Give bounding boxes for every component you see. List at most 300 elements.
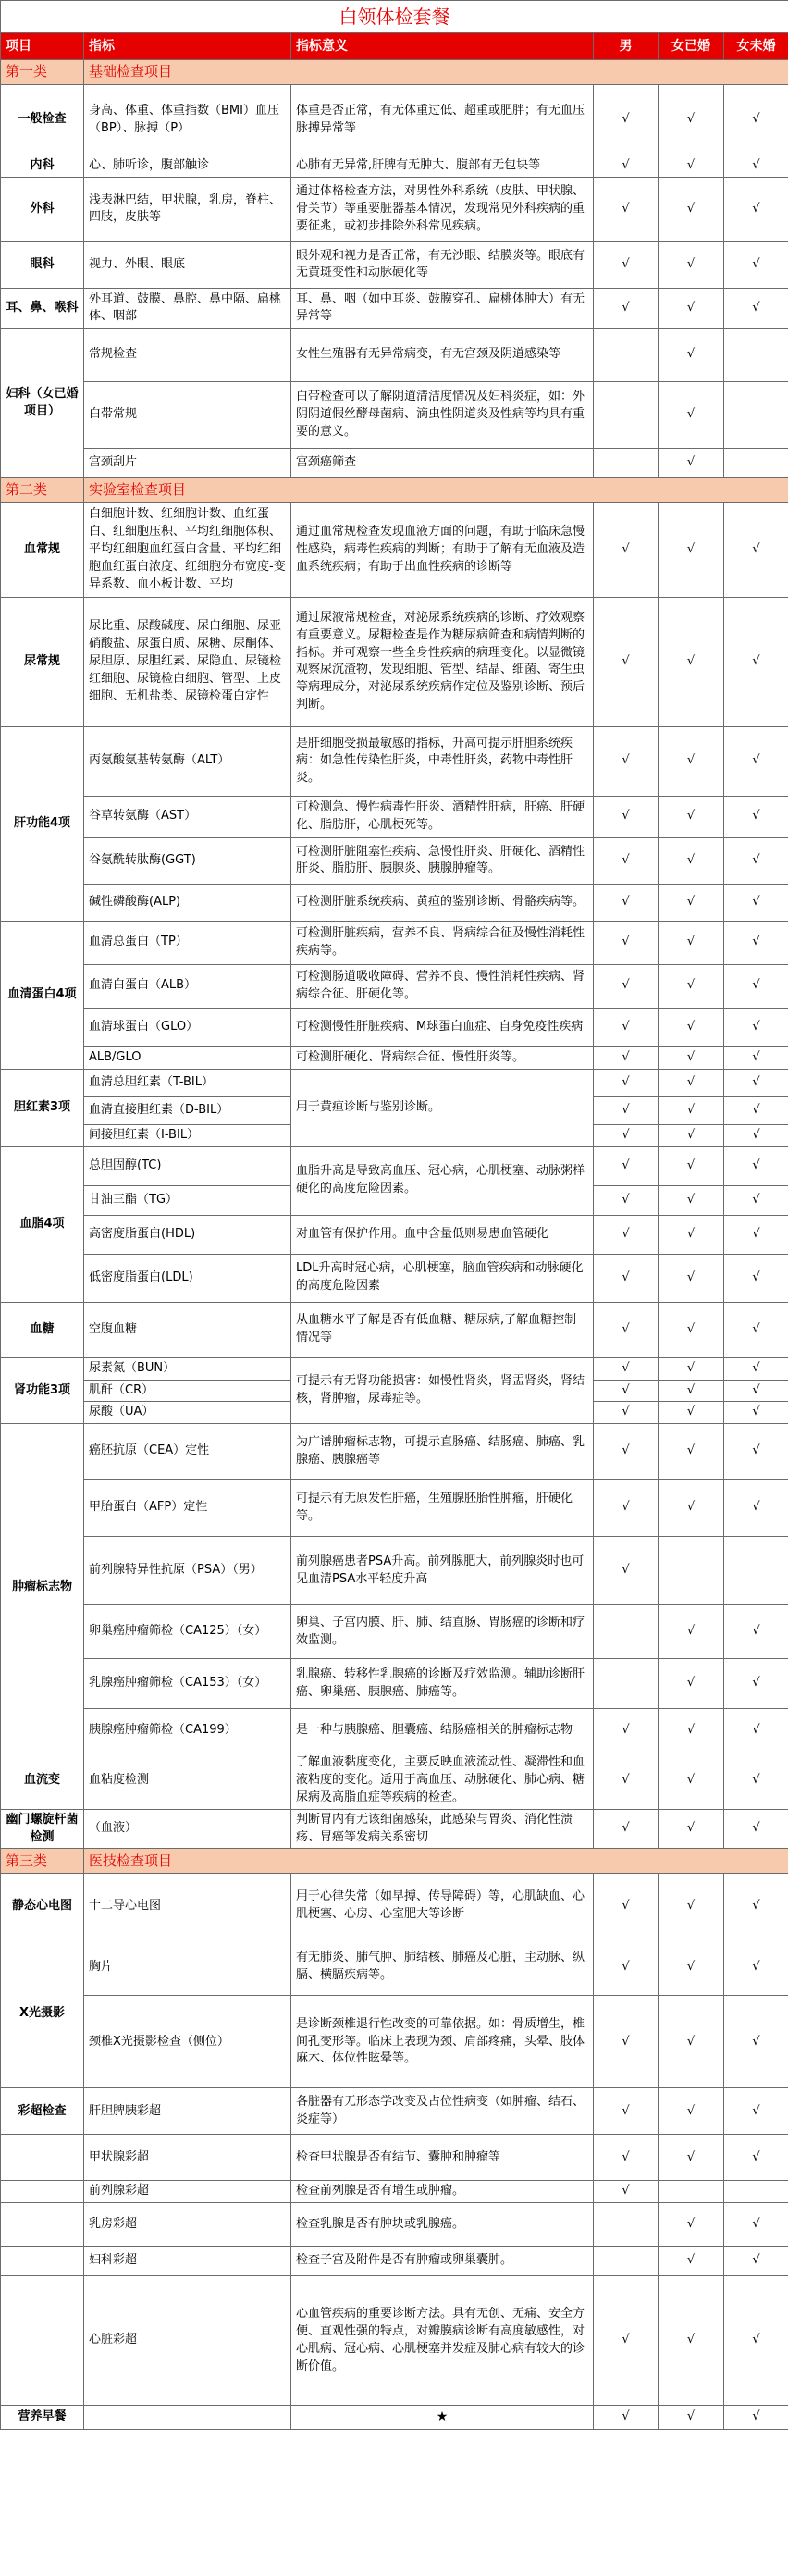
table-row xyxy=(1,1709,788,1752)
female-unmarried-check: √ xyxy=(724,1008,788,1046)
female-unmarried-check xyxy=(724,2181,788,2203)
female-married-check: √ xyxy=(659,242,724,288)
table-row xyxy=(1,502,788,597)
meaning-cell: 可检测肝脏阻塞性疾病、急慢性肝炎、肝硬化、酒精性肝炎、脂肪肝、胰腺炎、胰腺肿瘤等。 xyxy=(291,837,594,884)
indicator-cell: 乳房彩超 xyxy=(84,2203,291,2247)
female-unmarried-check: √ xyxy=(724,242,788,288)
male-check: √ xyxy=(594,2276,659,2406)
female-unmarried-check: √ xyxy=(724,2276,788,2406)
indicator-cell: 总胆固醇(TC) xyxy=(84,1146,291,1185)
indicator-cell: 前列腺彩超 xyxy=(84,2181,291,2203)
male-check: √ xyxy=(594,155,659,178)
item-category: 肾功能3项 xyxy=(1,1357,84,1424)
item-category: 一般检查 xyxy=(1,85,84,155)
male-check: √ xyxy=(594,242,659,288)
table-row xyxy=(1,1752,788,1810)
female-married-check: √ xyxy=(659,2276,724,2406)
table-row xyxy=(1,597,788,726)
table-row xyxy=(1,1809,788,1849)
male-check: √ xyxy=(594,1357,659,1380)
female-unmarried-check: √ xyxy=(724,2406,788,2429)
female-unmarried-check: √ xyxy=(724,1124,788,1146)
table-row xyxy=(1,2203,788,2247)
male-check xyxy=(594,1605,659,1659)
table-row xyxy=(1,2406,788,2429)
male-check xyxy=(594,2247,659,2276)
table-row xyxy=(1,1008,788,1046)
meaning-cell: 从血糖水平了解是否有低血糖、糖尿病,了解血糖控制情况等 xyxy=(291,1302,594,1357)
meaning-cell: 可检测急、慢性病毒性肝炎、酒精性肝病，肝癌、肝硬化、脂肪肝，心肌梗死等。 xyxy=(291,796,594,837)
indicator-cell: ALB/GLO xyxy=(84,1046,291,1069)
indicator-cell: 血清总蛋白（TP） xyxy=(84,921,291,964)
table-row xyxy=(1,1659,788,1709)
female-unmarried-check: √ xyxy=(724,2088,788,2135)
indicator-cell: 谷草转氨酶（AST） xyxy=(84,796,291,837)
item-category: 血常规 xyxy=(1,502,84,597)
meaning-cell: 耳、鼻、咽（如中耳炎、鼓膜穿孔、扁桃体肿大）有无异常等 xyxy=(291,288,594,328)
female-unmarried-check: √ xyxy=(724,1146,788,1185)
male-check: √ xyxy=(594,837,659,884)
indicator-cell: 间接胆红素（I-BIL） xyxy=(84,1124,291,1146)
female-unmarried-check: √ xyxy=(724,2135,788,2181)
female-unmarried-check: √ xyxy=(724,2247,788,2276)
item-category: 肿瘤标志物 xyxy=(1,1424,84,1752)
indicator-cell: 乳腺癌肿瘤筛检（CA153）（女） xyxy=(84,1659,291,1709)
header-female-married: 女已婚 xyxy=(659,33,724,60)
indicator-cell: 颈椎X光摄影检查（侧位） xyxy=(84,1996,291,2088)
meaning-cell: 是肝细胞受损最敏感的指标，升高可提示肝胆系统疾病：如急性传染性肝炎，中毒性肝炎，药物中毒性肝炎。 xyxy=(291,726,594,796)
item-category xyxy=(1,2247,84,2276)
female-married-check: √ xyxy=(659,1709,724,1752)
female-married-check: √ xyxy=(659,884,724,921)
indicator-cell: 胸片 xyxy=(84,1938,291,1996)
indicator-cell: 低密度脂蛋白(LDL) xyxy=(84,1254,291,1302)
female-unmarried-check xyxy=(724,381,788,448)
table-row xyxy=(1,1874,788,1938)
female-unmarried-check: √ xyxy=(724,1709,788,1752)
female-unmarried-check: √ xyxy=(724,1809,788,1849)
female-unmarried-check: √ xyxy=(724,726,788,796)
male-check xyxy=(594,448,659,477)
meaning-cell: 检查子宫及附件是否有肿瘤或卵巢囊肿。 xyxy=(291,2247,594,2276)
female-unmarried-check: √ xyxy=(724,1185,788,1215)
table-row xyxy=(1,242,788,288)
male-check: √ xyxy=(594,1096,659,1124)
table-row xyxy=(1,1215,788,1254)
table-row xyxy=(1,1605,788,1659)
male-check: √ xyxy=(594,1480,659,1537)
indicator-cell: 卵巢癌肿瘤筛检（CA125）（女） xyxy=(84,1605,291,1659)
female-unmarried-check: √ xyxy=(724,1046,788,1069)
female-unmarried-check: √ xyxy=(724,1215,788,1254)
meaning-cell: 各脏器有无形态学改变及占位性病变（如肿瘤、结石、炎症等） xyxy=(291,2088,594,2135)
meaning-cell: 心肺有无异常,肝脾有无肿大、腹部有无包块等 xyxy=(291,155,594,178)
indicator-cell: 尿酸（UA） xyxy=(84,1402,291,1424)
female-unmarried-check: √ xyxy=(724,1996,788,2088)
meaning-cell: 眼外观和视力是否正常，有无沙眼、结膜炎等。眼底有无黄斑变性和动脉硬化等 xyxy=(291,242,594,288)
indicator-cell: 尿素氮（BUN） xyxy=(84,1357,291,1380)
item-category: 耳、鼻、喉科 xyxy=(1,288,84,328)
female-married-check: √ xyxy=(659,1124,724,1146)
item-category: 尿常规 xyxy=(1,597,84,726)
header-female-unmarried: 女未婚 xyxy=(724,33,788,60)
indicator-cell: 甲状腺彩超 xyxy=(84,2135,291,2181)
meaning-cell: 女性生殖器有无异常病变，有无宫颈及阴道感染等 xyxy=(291,328,594,381)
indicator-cell: 身高、体重、体重指数（BMI）血压（BP）、脉搏（P） xyxy=(84,85,291,155)
female-married-check: √ xyxy=(659,381,724,448)
female-married-check: √ xyxy=(659,155,724,178)
table-row xyxy=(1,2135,788,2181)
female-unmarried-check: √ xyxy=(724,884,788,921)
female-married-check: √ xyxy=(659,1874,724,1938)
meaning-cell: 检查甲状腺是否有结节、囊肿和肿瘤等 xyxy=(291,2135,594,2181)
male-check: √ xyxy=(594,1537,659,1605)
female-married-check: √ xyxy=(659,964,724,1008)
section-label: 第一类 xyxy=(1,60,84,85)
item-category: 肝功能4项 xyxy=(1,726,84,921)
female-married-check: √ xyxy=(659,1809,724,1849)
item-category: 幽门螺旋杆菌检测 xyxy=(1,1809,84,1849)
table-row xyxy=(1,1424,788,1480)
female-unmarried-check: √ xyxy=(724,1096,788,1124)
item-category: 眼科 xyxy=(1,242,84,288)
female-unmarried-check: √ xyxy=(724,1938,788,1996)
meaning-cell: 可检测肠道吸收障碍、营养不良、慢性消耗性疾病、肾病综合征、肝硬化等。 xyxy=(291,964,594,1008)
section-name: 医技检查项目 xyxy=(84,1849,788,1874)
female-unmarried-check: √ xyxy=(724,1402,788,1424)
table-row xyxy=(1,837,788,884)
indicator-cell: 十二导心电图 xyxy=(84,1874,291,1938)
female-married-check: √ xyxy=(659,1605,724,1659)
table-row xyxy=(1,921,788,964)
table-row xyxy=(1,85,788,155)
male-check: √ xyxy=(594,2088,659,2135)
female-unmarried-check: √ xyxy=(724,1424,788,1480)
indicator-cell: 常规检查 xyxy=(84,328,291,381)
section-row xyxy=(1,477,788,502)
section-name: 基础检查项目 xyxy=(84,60,788,85)
male-check: √ xyxy=(594,1215,659,1254)
table-row xyxy=(1,2088,788,2135)
title-row xyxy=(1,1,788,33)
female-unmarried-check: √ xyxy=(724,964,788,1008)
meaning-cell: 心血管疾病的重要诊断方法。具有无创、无痛、安全方便、直观性强的特点，对瓣膜病诊断有高度敏感性，对心肌病、冠心病、心肌梗塞并发症及肺心病有较大的诊断价值。 xyxy=(291,2276,594,2406)
table-row xyxy=(1,1046,788,1069)
female-unmarried-check: √ xyxy=(724,1752,788,1810)
section-label: 第二类 xyxy=(1,477,84,502)
indicator-cell: 肌酐（CR） xyxy=(84,1380,291,1402)
indicator-cell: 血粘度检测 xyxy=(84,1752,291,1810)
male-check: √ xyxy=(594,1046,659,1069)
meaning-cell: 可检测肝脏疾病，营养不良、肾病综合征及慢性消耗性疾病等。 xyxy=(291,921,594,964)
indicator-cell: 前列腺特异性抗原（PSA）（男） xyxy=(84,1537,291,1605)
female-unmarried-check: √ xyxy=(724,85,788,155)
section-row xyxy=(1,1849,788,1874)
male-check: √ xyxy=(594,1424,659,1480)
meaning-cell: 检查乳腺是否有肿块或乳腺癌。 xyxy=(291,2203,594,2247)
male-check: √ xyxy=(594,1996,659,2088)
meaning-cell: 为广谱肿瘤标志物，可提示直肠癌、结肠癌、肺癌、乳腺癌、胰腺癌等 xyxy=(291,1424,594,1480)
meaning-cell: 用于黄疸诊断与鉴别诊断。 xyxy=(291,1069,594,1146)
meaning-cell: 可检测肝脏系统疾病、黄疸的鉴别诊断、骨骼疾病等。 xyxy=(291,884,594,921)
table-row xyxy=(1,884,788,921)
female-unmarried-check: √ xyxy=(724,1659,788,1709)
item-category: 营养早餐 xyxy=(1,2406,84,2429)
meaning-cell: 对血管有保护作用。血中含量低则易患血管硬化 xyxy=(291,1215,594,1254)
female-married-check: √ xyxy=(659,2247,724,2276)
table-row xyxy=(1,381,788,448)
female-unmarried-check: √ xyxy=(724,155,788,178)
female-married-check: √ xyxy=(659,1380,724,1402)
meaning-cell: 前列腺癌患者PSA升高。前列腺肥大，前列腺炎时也可见血清PSA水平轻度升高 xyxy=(291,1537,594,1605)
table-row xyxy=(1,796,788,837)
meaning-cell: 卵巢、子宫内膜、肝、肺、结直肠、胃肠癌的诊断和疗效监测。 xyxy=(291,1605,594,1659)
male-check: √ xyxy=(594,726,659,796)
table-row xyxy=(1,288,788,328)
table-row xyxy=(1,1480,788,1537)
female-unmarried-check: √ xyxy=(724,1874,788,1938)
female-married-check: √ xyxy=(659,2135,724,2181)
item-category xyxy=(1,2135,84,2181)
male-check: √ xyxy=(594,2181,659,2203)
female-married-check: √ xyxy=(659,1480,724,1537)
female-married-check: √ xyxy=(659,921,724,964)
indicator-cell xyxy=(84,2406,291,2429)
female-unmarried-check: √ xyxy=(724,1069,788,1096)
meaning-cell: 血脂升高是导致高血压、冠心病，心肌梗塞、动脉粥样硬化的高度危险因素。 xyxy=(291,1146,594,1215)
item-category xyxy=(1,2181,84,2203)
meaning-cell: 体重是否正常，有无体重过低、超重或肥胖；有无血压脉搏异常等 xyxy=(291,85,594,155)
female-married-check: √ xyxy=(659,1069,724,1096)
male-check: √ xyxy=(594,85,659,155)
male-check: √ xyxy=(594,288,659,328)
meaning-cell: 检查前列腺是否有增生或肿瘤。 xyxy=(291,2181,594,2203)
indicator-cell: 血清球蛋白（GLO） xyxy=(84,1008,291,1046)
male-check: √ xyxy=(594,1146,659,1185)
meaning-cell: 乳腺癌、转移性乳腺癌的诊断及疗效监测。辅助诊断肝癌、卵巢癌、胰腺癌、肺癌等。 xyxy=(291,1659,594,1709)
indicator-cell: 浅表淋巴结，甲状腺，乳房，脊柱、四肢，皮肤等 xyxy=(84,177,291,242)
indicator-cell: 胰腺癌肿瘤筛检（CA199） xyxy=(84,1709,291,1752)
header-row xyxy=(1,33,788,60)
female-unmarried-check xyxy=(724,448,788,477)
indicator-cell: 妇科彩超 xyxy=(84,2247,291,2276)
meaning-cell: 可提示有无原发性肝癌，生殖腺胚胎性肿瘤，肝硬化等。 xyxy=(291,1480,594,1537)
female-married-check: √ xyxy=(659,1185,724,1215)
meaning-cell: 通过血常规检查发现血液方面的问题，有助于临床急慢性感染，病毒性疾病的判断；有助于了解有无血液及造血系统疾病；有助于出血性疾病的诊断等 xyxy=(291,502,594,597)
meaning-cell: 是诊断颈椎退行性改变的可靠依据。如：骨质增生，椎间孔变形等。临床上表现为颈、肩部疼痛，头晕、肢体麻木、体位性眩晕等。 xyxy=(291,1996,594,2088)
table-row xyxy=(1,726,788,796)
female-unmarried-check: √ xyxy=(724,288,788,328)
meaning-cell: 宫颈癌筛查 xyxy=(291,448,594,477)
male-check: √ xyxy=(594,1124,659,1146)
meaning-cell: 可检测慢性肝脏疾病、M球蛋白血症、自身免疫性疾病 xyxy=(291,1008,594,1046)
table-row xyxy=(1,177,788,242)
female-married-check: √ xyxy=(659,2088,724,2135)
female-married-check: √ xyxy=(659,448,724,477)
female-unmarried-check: √ xyxy=(724,921,788,964)
male-check: √ xyxy=(594,1254,659,1302)
female-married-check: √ xyxy=(659,1938,724,1996)
indicator-cell: 癌胚抗原（CEA）定性 xyxy=(84,1424,291,1480)
meaning-cell: 可提示有无肾功能损害：如慢性肾炎，肾盂肾炎，肾结核，肾肿瘤，尿毒症等。 xyxy=(291,1357,594,1424)
female-unmarried-check: √ xyxy=(724,1302,788,1357)
male-check: √ xyxy=(594,1402,659,1424)
indicator-cell: 血清总胆红素（T-BIL） xyxy=(84,1069,291,1096)
female-married-check: √ xyxy=(659,597,724,726)
female-married-check: √ xyxy=(659,2203,724,2247)
male-check: √ xyxy=(594,1008,659,1046)
table-row xyxy=(1,1938,788,1996)
table-row xyxy=(1,1996,788,2088)
female-married-check: √ xyxy=(659,1302,724,1357)
male-check: √ xyxy=(594,796,659,837)
female-married-check: √ xyxy=(659,288,724,328)
female-married-check: √ xyxy=(659,328,724,381)
male-check xyxy=(594,328,659,381)
table-row xyxy=(1,1254,788,1302)
female-married-check: √ xyxy=(659,1996,724,2088)
female-unmarried-check xyxy=(724,328,788,381)
female-unmarried-check: √ xyxy=(724,1605,788,1659)
male-check: √ xyxy=(594,1069,659,1096)
female-married-check: √ xyxy=(659,1659,724,1709)
female-married-check: √ xyxy=(659,177,724,242)
item-category xyxy=(1,2203,84,2247)
table-row xyxy=(1,328,788,381)
female-unmarried-check xyxy=(724,1537,788,1605)
female-married-check xyxy=(659,1537,724,1605)
item-category: 外科 xyxy=(1,177,84,242)
male-check: √ xyxy=(594,1185,659,1215)
male-check xyxy=(594,1659,659,1709)
female-married-check: √ xyxy=(659,1008,724,1046)
table-row xyxy=(1,1302,788,1357)
indicator-cell: 血清白蛋白（ALB） xyxy=(84,964,291,1008)
meaning-cell: 可检测肝硬化、肾病综合征、慢性肝炎等。 xyxy=(291,1046,594,1069)
female-married-check: √ xyxy=(659,837,724,884)
meaning-cell: 是一种与胰腺癌、胆囊癌、结肠癌相关的肿瘤标志物 xyxy=(291,1709,594,1752)
male-check: √ xyxy=(594,177,659,242)
table-row xyxy=(1,448,788,477)
section-name: 实验室检查项目 xyxy=(84,477,788,502)
header-male: 男 xyxy=(594,33,659,60)
table-row xyxy=(1,2181,788,2203)
female-married-check: √ xyxy=(659,2406,724,2429)
indicator-cell: 碱性磷酸酶(ALP) xyxy=(84,884,291,921)
female-unmarried-check: √ xyxy=(724,177,788,242)
table-row xyxy=(1,964,788,1008)
item-category: 内科 xyxy=(1,155,84,178)
meaning-cell: 通过体格检查方法，对男性外科系统（皮肤、甲状腺、骨关节）等重要脏器基本情况，发现常见外科疾病的重要征兆，或初步排除外科常见疾病。 xyxy=(291,177,594,242)
star-mark: ★ xyxy=(291,2406,594,2429)
meaning-cell: 通过尿液常规检查，对泌尿系统疾病的诊断、疗效观察有重要意义。尿糖检查是作为糖尿病筛查和病情判断的指标。并可观察一些全身性疾病的病理变化。以显微镜观察尿沉渣物，发现细胞、管型、结晶、细菌、寄生虫等病理成分，对泌尿系统疾病作定位及鉴别诊断、预后判断。 xyxy=(291,597,594,726)
item-category: 血糖 xyxy=(1,1302,84,1357)
male-check: √ xyxy=(594,884,659,921)
meaning-cell: 了解血液黏度变化，主要反映血液流动性、凝滞性和血液粘度的变化。适用于高血压、动脉硬化、肺心病、糖尿病及高脂血症等疾病的检查。 xyxy=(291,1752,594,1810)
female-married-check: √ xyxy=(659,85,724,155)
table-row xyxy=(1,1146,788,1185)
meaning-cell: 白带检查可以了解阴道清洁度情况及妇科炎症，如：外阴阴道假丝酵母菌病、滴虫性阴道炎及性病等均具有重要的意义。 xyxy=(291,381,594,448)
female-unmarried-check: √ xyxy=(724,1254,788,1302)
section-label: 第三类 xyxy=(1,1849,84,1874)
male-check: √ xyxy=(594,1752,659,1810)
table-row xyxy=(1,1537,788,1605)
indicator-cell: 血清直接胆红素（D-BIL） xyxy=(84,1096,291,1124)
item-category: 血脂4项 xyxy=(1,1146,84,1302)
header-item: 项目 xyxy=(1,33,84,60)
indicator-cell: （血液） xyxy=(84,1809,291,1849)
male-check: √ xyxy=(594,1874,659,1938)
indicator-cell: 高密度脂蛋白(HDL) xyxy=(84,1215,291,1254)
female-unmarried-check: √ xyxy=(724,837,788,884)
male-check: √ xyxy=(594,1709,659,1752)
table-row xyxy=(1,2247,788,2276)
male-check: √ xyxy=(594,1380,659,1402)
female-married-check: √ xyxy=(659,1096,724,1124)
meaning-cell: 用于心律失常（如早搏、传导障碍）等，心肌缺血、心肌梗塞、心房、心室肥大等诊断 xyxy=(291,1874,594,1938)
table-row xyxy=(1,1357,788,1380)
indicator-cell: 心脏彩超 xyxy=(84,2276,291,2406)
indicator-cell: 外耳道、鼓膜、鼻腔、鼻中隔、扁桃体、咽部 xyxy=(84,288,291,328)
item-category: 血流变 xyxy=(1,1752,84,1810)
male-check: √ xyxy=(594,964,659,1008)
female-unmarried-check: √ xyxy=(724,502,788,597)
indicator-cell: 甘油三酯（TG） xyxy=(84,1185,291,1215)
header-meaning: 指标意义 xyxy=(291,33,594,60)
item-category: 静态心电图 xyxy=(1,1874,84,1938)
female-unmarried-check: √ xyxy=(724,597,788,726)
female-married-check: √ xyxy=(659,1046,724,1069)
female-married-check: √ xyxy=(659,502,724,597)
male-check: √ xyxy=(594,2406,659,2429)
meaning-cell: LDL升高时冠心病，心肌梗塞，脑血管疾病和动脉硬化的高度危险因素 xyxy=(291,1254,594,1302)
indicator-cell: 甲胎蛋白（AFP）定性 xyxy=(84,1480,291,1537)
item-category: 妇科（女已婚项目） xyxy=(1,328,84,477)
male-check: √ xyxy=(594,1302,659,1357)
indicator-cell: 空腹血糖 xyxy=(84,1302,291,1357)
meaning-cell: 判断胃内有无该细菌感染，此感染与胃炎、消化性溃疡、胃癌等发病关系密切 xyxy=(291,1809,594,1849)
indicator-cell: 白带常规 xyxy=(84,381,291,448)
table-row xyxy=(1,155,788,178)
female-married-check: √ xyxy=(659,1254,724,1302)
male-check xyxy=(594,2203,659,2247)
female-unmarried-check: √ xyxy=(724,2203,788,2247)
female-married-check: √ xyxy=(659,726,724,796)
female-unmarried-check: √ xyxy=(724,1380,788,1402)
table-row xyxy=(1,2276,788,2406)
female-married-check: √ xyxy=(659,1357,724,1380)
female-unmarried-check: √ xyxy=(724,796,788,837)
indicator-cell: 肝胆脾胰彩超 xyxy=(84,2088,291,2135)
male-check: √ xyxy=(594,1938,659,1996)
male-check xyxy=(594,381,659,448)
item-category: 血清蛋白4项 xyxy=(1,921,84,1069)
female-married-check: √ xyxy=(659,1146,724,1185)
indicator-cell: 白细胞计数、红细胞计数、血红蛋白、红细胞压积、平均红细胞体积、平均红细胞血红蛋白含量、平均红细胞血红蛋白浓度、红细胞分布宽度-变异系数、血小板计数、平均 xyxy=(84,502,291,597)
female-married-check xyxy=(659,2181,724,2203)
female-married-check: √ xyxy=(659,1424,724,1480)
indicator-cell: 丙氨酸氨基转氨酶（ALT） xyxy=(84,726,291,796)
item-category: 彩超检查 xyxy=(1,2088,84,2135)
header-indicator: 指标 xyxy=(84,33,291,60)
indicator-cell: 宫颈刮片 xyxy=(84,448,291,477)
female-married-check: √ xyxy=(659,1402,724,1424)
section-row xyxy=(1,60,788,85)
indicator-cell: 谷氨酰转肽酶(GGT) xyxy=(84,837,291,884)
female-married-check: √ xyxy=(659,1752,724,1810)
male-check: √ xyxy=(594,1809,659,1849)
male-check: √ xyxy=(594,921,659,964)
